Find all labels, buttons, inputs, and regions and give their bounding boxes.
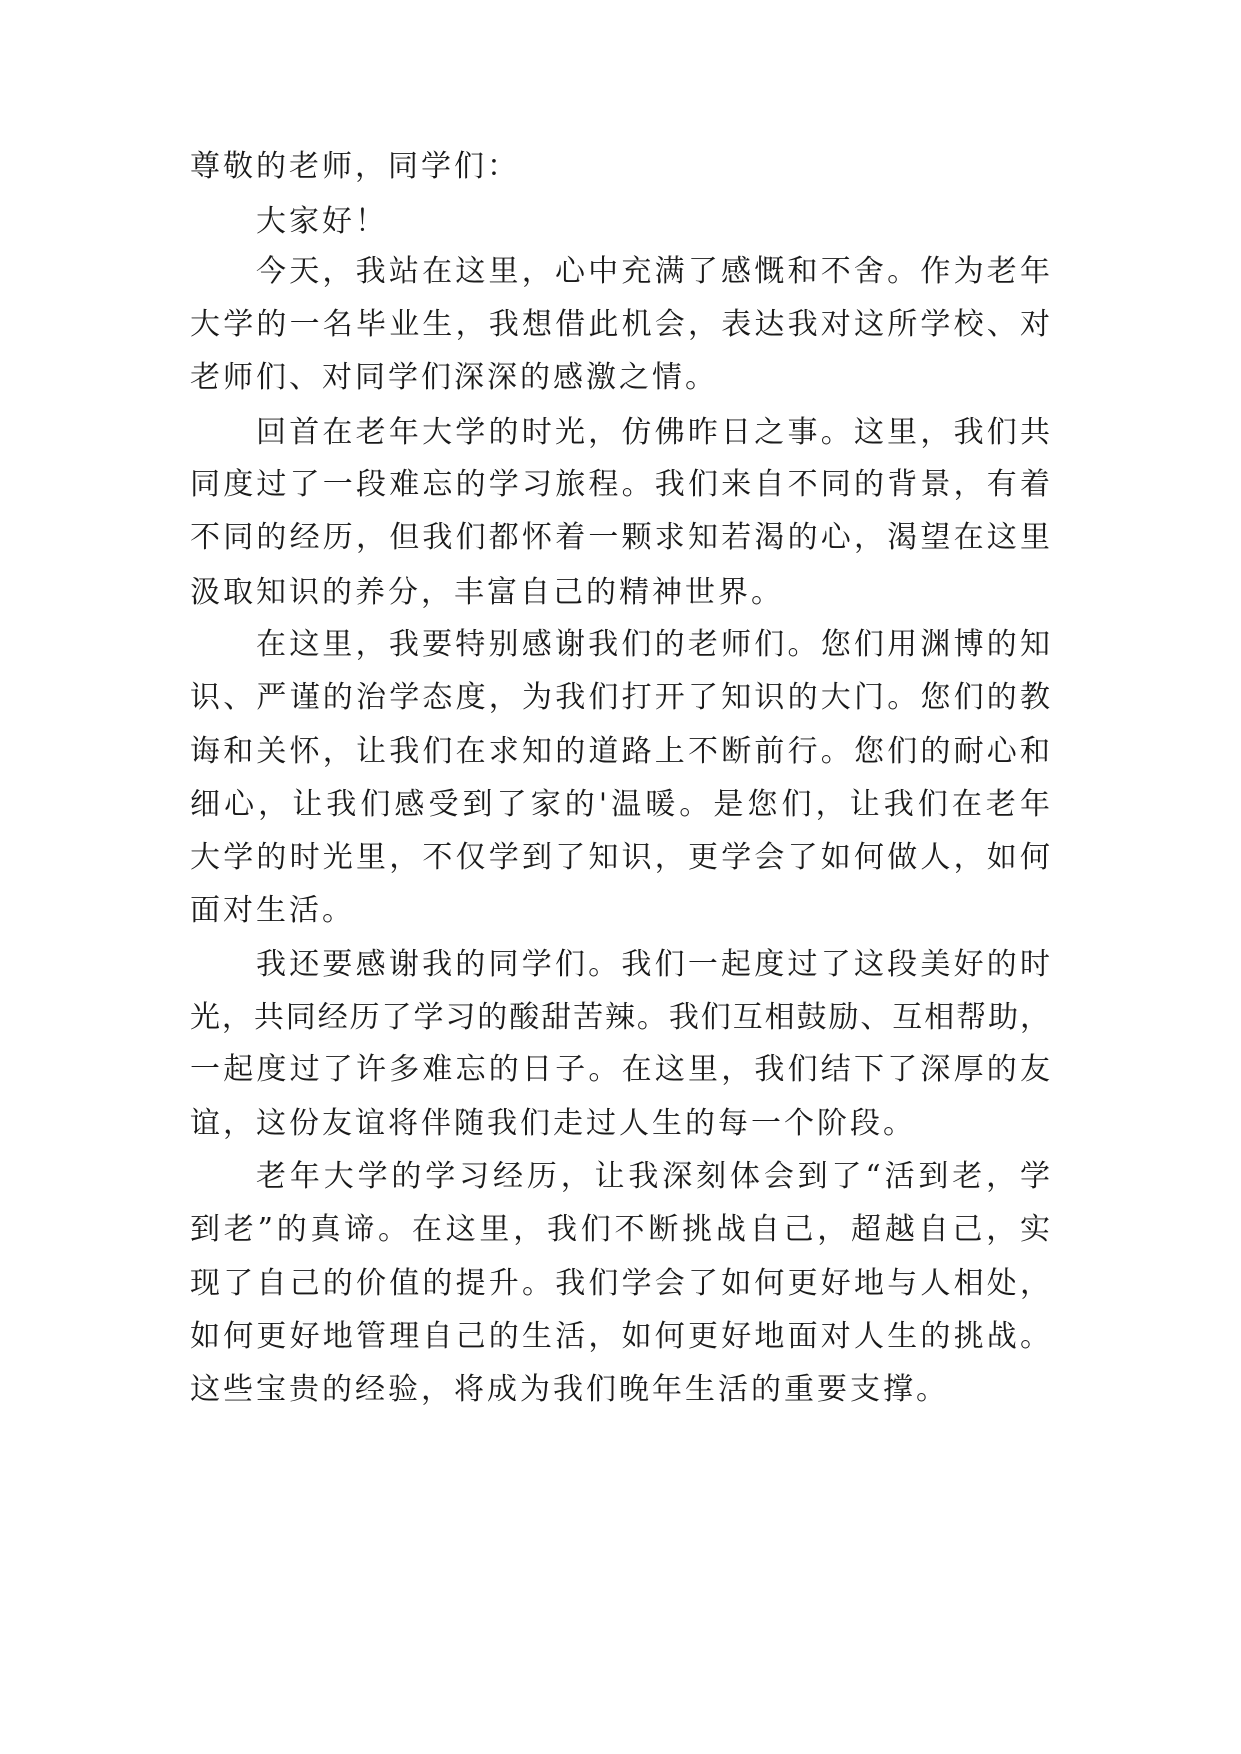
paragraph-2-line-3: 不同的经历，但我们都怀着一颗求知若渴的心，渴望在这里 <box>190 520 1050 555</box>
paragraph-1-line-1: 今天，我站在这里，心中充满了感慨和不舍。作为老年 <box>256 254 1050 289</box>
paragraph-5-line-4: 如何更好地管理自己的生活，如何更好地面对人生的挑战。 <box>190 1319 1050 1354</box>
paragraph-3-line-6: 面对生活。 <box>190 893 355 928</box>
paragraph-3-line-1: 在这里，我要特别感谢我们的老师们。您们用渊博的知 <box>256 627 1050 662</box>
paragraph-1-line-3: 老师们、对同学们深深的感激之情。 <box>190 360 718 395</box>
paragraph-3-line-3: 诲和关怀，让我们在求知的道路上不断前行。您们的耐心和 <box>190 734 1050 769</box>
paragraph-1-line-2: 大学的一名毕业生，我想借此机会，表达我对这所学校、对 <box>190 307 1050 342</box>
paragraph-5-line-5: 这些宝贵的经验，将成为我们晚年生活的重要支撑。 <box>190 1372 949 1407</box>
paragraph-3-line-2: 识、严谨的治学态度，为我们打开了知识的大门。您们的教 <box>190 680 1050 715</box>
paragraph-4-line-4: 谊，这份友谊将伴随我们走过人生的每一个阶段。 <box>190 1106 916 1141</box>
paragraph-5-line-3: 现了自己的价值的提升。我们学会了如何更好地与人相处， <box>190 1266 1050 1301</box>
paragraph-2-line-2: 同度过了一段难忘的学习旅程。我们来自不同的背景，有着 <box>190 467 1050 502</box>
paragraph-5-line-2: 到老”的真谛。在这里，我们不断挑战自己，超越自己，实 <box>190 1212 1050 1247</box>
paragraph-3-line-5: 大学的时光里，不仅学到了知识，更学会了如何做人，如何 <box>190 840 1050 875</box>
greeting: 大家好！ <box>256 204 388 239</box>
paragraph-5-line-1: 老年大学的学习经历，让我深刻体会到了“活到老，学 <box>256 1159 1050 1194</box>
paragraph-4-line-2: 光，共同经历了学习的酸甜苦辣。我们互相鼓励、互相帮助， <box>190 1000 1050 1035</box>
salutation: 尊敬的老师，同学们： <box>190 149 520 184</box>
paragraph-4-line-1: 我还要感谢我的同学们。我们一起度过了这段美好的时 <box>256 947 1050 982</box>
paragraph-4-line-3: 一起度过了许多难忘的日子。在这里，我们结下了深厚的友 <box>190 1052 1050 1087</box>
paragraph-3-line-4: 细心，让我们感受到了家的'温暖。是您们，让我们在老年 <box>190 787 1050 822</box>
paragraph-2-line-1: 回首在老年大学的时光，仿佛昨日之事。这里，我们共 <box>256 415 1050 450</box>
paragraph-2-line-4: 汲取知识的养分，丰富自己的精神世界。 <box>190 575 784 610</box>
